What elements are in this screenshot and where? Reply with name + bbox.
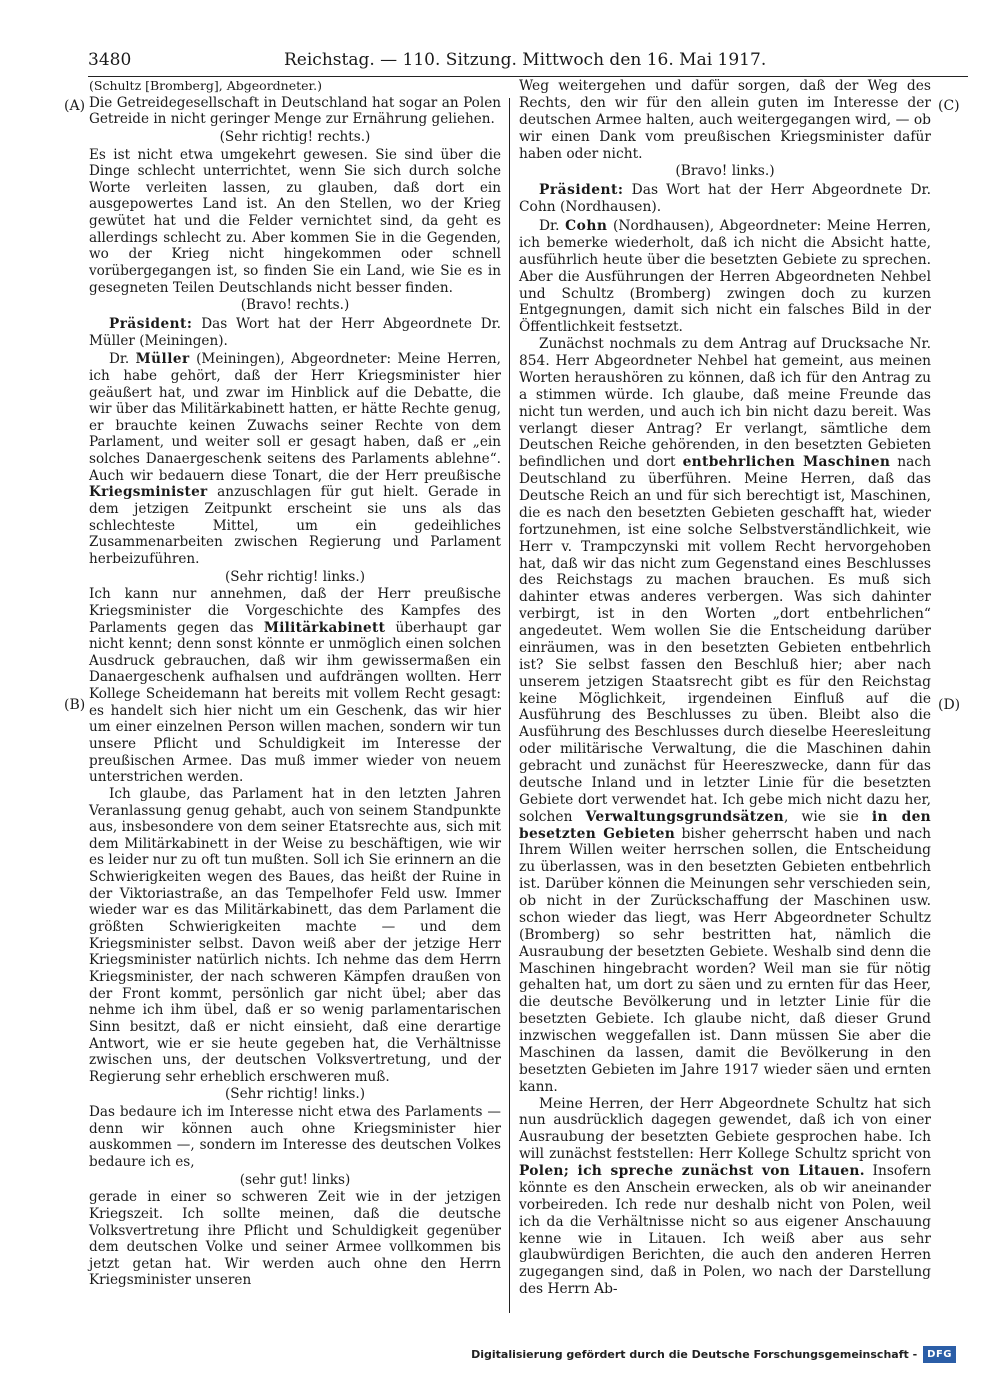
speaker-continuation: (Schultz [Bromberg], Abgeordneter.): [89, 78, 322, 93]
speech-text: Ich kann nur annehmen, daß der Herr preußische Kriegsminister die Vorgeschichte des Kampfes des Parlaments gegen das: [89, 586, 501, 636]
footer-credit: Digitalisierung gefördert durch die Deutsche Forschungsgemeinschaft -: [471, 1347, 918, 1361]
interjection: (Bravo! rechts.): [240, 297, 350, 314]
speaker-title: Dr.: [539, 218, 560, 234]
emphasis: Polen; ich spreche zunächst von Litauen.: [519, 1163, 865, 1179]
interjection: (Bravo! links.): [675, 163, 775, 180]
speaker-name: Präsident:: [109, 315, 193, 332]
speaker-name: Müller: [135, 351, 190, 368]
running-head: Reichstag. — 110. Sitzung. Mittwoch den 16. Mai 1917.: [284, 50, 767, 70]
paragraph: Es ist nicht etwa umgekehrt gewesen. Sie sind über die Dinge schlecht unterrichtet, wenn Sie sich durch solche Worte verleiten lassen, zu glauben, daß dort ein ausgepowertes Land ist. An den Stellen, wo der Krieg gewütet hat und die Felder vernichtet sind, da geht es allerdings schlecht zu. Aber kommen Sie in die Gegenden, wo der Krieg nicht hingekommen oder schnell vorübergegangen ist, so finden Sie ein Land, wie Sie es in gesegneten Teilen Deutschlands nicht besser finden.: [89, 146, 501, 296]
column-divider: [509, 98, 510, 1313]
speaker-paragraph: [519, 218, 931, 336]
interjection: (sehr gut! links): [239, 1171, 351, 1188]
paragraph: gerade in einer so schweren Zeit wie in der jetzigen Kriegszeit. Ich sollte meinen, daß die deutsche Volksvertretung ihre Pflicht und Schuldigkeit gegenüber dem deutschen Volke und seiner Armee vollkommen bis jetzt getan hat. Wir werden auch ohne den Herrn Kriegsminister unseren: [89, 1189, 501, 1289]
page-number: 3480: [88, 50, 132, 70]
paragraph: [519, 1096, 931, 1299]
speech-text: Meine Herren, der Herr Abgeordnete Schultz hat sich nun ausdrücklich dagegen gewendet, daß ich von einer Ausraubung der besetzten Gebiete gesprochen habe. Ich will zunächst feststellen: Herr Kollege Schultz spricht von: [519, 1095, 931, 1163]
interjection: (Sehr richtig! links.): [224, 568, 366, 585]
margin-mark-a: (A): [64, 98, 86, 114]
page-header: [88, 46, 968, 77]
emphasis: in den besetzten Gebieten: [519, 808, 932, 842]
margin-mark-d: (D): [938, 697, 961, 713]
margin-mark-c: (C): [938, 98, 960, 114]
speaker-paragraph: [519, 182, 931, 216]
speaker-title: Dr.: [109, 351, 130, 368]
speech-text: Insofern könnte es den Anschein erwecken, als ob wir aneinander vorbeireden. Ich rede nur deshalb nicht von Polen, weil ich da die Verhältnisse nicht so aus eigener Anschauung kenne wie in Litauen. Ich weiß aber aus sehr glaubwürdigen Berichten, die auch den anderen Herren zugegangen sind, daß in Polen, wo nach der Darstellung des Herrn Ab-: [519, 1163, 931, 1298]
emphasis: entbehrlichen Maschinen: [682, 454, 891, 471]
dfg-logo: DFG: [923, 1346, 956, 1363]
right-column: [519, 78, 931, 1298]
interjection: (Sehr richtig! links.): [224, 1086, 366, 1103]
paragraph: Das bedaure ich im Interesse nicht etwa des Parlaments — denn wir können auch ohne Kriegsminister hier auskommen —, sondern im Interesse des deutschen Volkes bedaure ich es,: [89, 1104, 501, 1170]
speech-text: anzuschlagen für gut hielt. Gerade in dem jetzigen Zeitpunkt erscheint sie uns als das schlechteste Mittel, um ein gedeihliches Zusammenarbeiten zwischen Regierung und Parlament herbeizuführen.: [89, 484, 501, 567]
emphasis: Verwaltungsgrundsätzen: [585, 808, 784, 825]
speaker-paragraph: [89, 316, 501, 349]
speech-text: nach Deutschland zu überführen. Meine Herren, daß das Deutsche Reich an und für sich berechtigt ist, Maschinen, die es nach den besetzten Gebieten geschafft hat, wieder fortzunehmen, ist eine solche Selbstverständlichkeit, wie Herr v. Trampczynski mit vollem Recht hervorgehoben hat, daß wir das nicht zum Gegenstand eines Beschlusses des Reichstags zu machen brauchen. Es muß sich dahinter etwas anderes verbergen. Was sich dahinter verbirgt, ist in den Worten „dort entbehrlichen“ angedeutet. Wem wollen Sie die Entscheidung darüber einräumen, was in den besetzten Gebieten entbehrlich ist? Sie selbst fassen den Beschluß hier; aber nach unserem jetzigen Staatsrecht gibt es für den Reichstag keine Möglichkeit, irgendeinen Einfluß auf die Ausführung des Beschlusses zu üben. Bleibt also die Ausführung des Beschlusses durch dieselbe Heeresleitung oder militärische Verwaltung, die die Maschinen dahin gebracht und zunächst für Heereszwecke, dann für das deutsche Inland und in letzter Linie für die besetzten Gebiete dort verwendet hat. Ich gebe mich nicht dazu her, solchen: [519, 454, 931, 825]
paragraph: Weg weitergehen und dafür sorgen, daß der Weg des Rechts, den wir für den allein guten im Interesse der deutschen Armee halten, auch weitergegangen wird, — ob wir einen Dank vom preußischen Kriegsminister dafür haben oder nicht.: [519, 78, 931, 162]
paragraph: [89, 586, 501, 786]
speech-text: Das Wort hat der Herr Abgeordnete Dr. Cohn (Nordhausen).: [519, 182, 931, 216]
speech-text: (Meiningen), Abgeordneter: Meine Herren, ich habe gehört, daß der Herr Kriegsminister hier geäußert hat, und zwar im Hinblick auf die Debatte, die wir über das Militärkabinett hatten, er hätte Rechte genug, er brauchte keinen Zuwachs seiner Rechte von dem Parlament, und weiter soll er gesagt haben, daß er „ein solches Danaergeschenk seitens des Parlaments ablehne“. Auch wir bedauern diese Tonart, die der Herr preußische: [89, 351, 501, 484]
digitization-footer: [471, 1342, 956, 1366]
speech-text: (Nordhausen), Abgeordneter: Meine Herren, ich bemerke wiederholt, daß ich nicht die Absicht hatte, ausführlich heute über die besetzten Gebiete zu sprechen. Aber die Ausführungen der Herren Abgeordneten Nehbel und Schultz (Bromberg) zwingen doch zu kurzen Entgegnungen, damit sich nicht ein falsches Bild in der Öffentlichkeit festsetzt.: [519, 218, 931, 336]
speaker-name: Cohn: [565, 218, 608, 234]
paragraph: [519, 336, 931, 1095]
interjection: (Sehr richtig! rechts.): [219, 128, 371, 145]
margin-mark-b: (B): [64, 697, 86, 713]
speech-text: überhaupt gar nicht kennt; denn sonst könnte er unmöglich einen solchen Ausdruck gebrauchen, daß wir ihm gewissermaßen ein Danaergeschenk aufhalsen und aufdrängen wollten. Herr Kollege Scheidemann hat bereits mit vollem Recht gesagt: es handelt sich hier nicht um ein Geschenk, das wir hier um einer einzelnen Person willen machen, sondern wir tun unsere Pflicht und Schuldigkeit im Interesse der preußischen Armee. Das muß immer wieder von neuem unterstrichen werden.: [89, 619, 501, 786]
speech-text: bisher geherrscht haben und nach Ihrem Willen weiter herrschen sollen, die Entscheidung zu überlassen, was in den besetzten Gebieten entbehrlich ist. Darüber können die Meinungen sehr verschieden sein, ob nicht in der Zurückschaffung der Maschinen usw. schon wieder das liegt, was Herr Abgeordneter Schultz (Bromberg) so sehr bestritten hat, nämlich die Ausraubung der besetzten Gebiete. Weshalb sind denn die Maschinen hingebracht worden? Weil man sie für nötig gehalten hat, um dort zu säen und zu ernten für das Heer, die deutsche Bevölkerung und in letzter Linie für die besetzten Gebiete. Ich glaube nicht, daß dieser Grund inzwischen weggefallen ist. Dann müssen Sie aber die Maschinen da lassen, damit die Bevölkerung in den besetzten Gebieten im Jahre 1917 wieder säen und ernten kann.: [519, 825, 932, 1095]
speaker-name: Präsident:: [539, 182, 624, 199]
speech-text: Das Wort hat der Herr Abgeordnete Dr. Müller (Meiningen).: [89, 315, 501, 349]
paragraph: Die Getreidegesellschaft in Deutschland hat sogar an Polen Getreide in nicht geringer Menge zur Ernährung geliehen.: [89, 94, 501, 128]
left-column: [89, 78, 501, 1289]
paragraph: Ich glaube, das Parlament hat in den letzten Jahren Veranlassung genug gehabt, auch von seinem Standpunkte aus, insbesondere von dem seiner Etatsrechte aus, sich mit dem Militärkabinett in der Weise zu beschäftigen, wie wir es leider nur zu oft tun mußten. Soll ich Sie erinnern an die Schwierigkeiten wegen des Baues, das heißt der Ruine in der Viktoriastraße, an das Tempelhofer Feld usw. Immer wieder war es das Militärkabinett, das dem Parlament die größten Schwierigkeiten machte — und dem Kriegsminister selbst. Davon weiß aber der jetzige Herr Kriegsminister natürlich nichts. Ich nehme das dem Herrn Kriegsminister, der nach schweren Kämpfen draußen von der Front kommt, persönlich gar nicht übel; aber das nehme ich ihm übel, daß er so wenig parlamentarischen Sinn besitzt, daß er nicht einsieht, daß eine derartige Antwort, wie er sie heute gegeben hat, die Verhältnisse zwischen uns, der deutschen Volksvertretung, und der Regierung sehr erheblich erschweren muß.: [89, 785, 502, 1085]
speaker-paragraph: [89, 351, 501, 567]
speech-text: , wie sie: [783, 808, 859, 825]
emphasis: Militärkabinett: [263, 619, 386, 636]
speech-text: Zunächst nochmals zu dem Antrag auf Drucksache Nr. 854. Herr Abgeordneter Nehbel hat gemeint, aus meinen Worten heraushören zu können, daß ich für den Antrag zu a stimmen würde. Ich glaube, daß meine Freunde das nicht tun werden, und auch ich bin nicht dazu bereit. Was verlangt dieser Antrag? Er verlangt, sämtliche dem Deutschen Reiche gehörenden, in den besetzten Gebieten befindlichen und dort: [519, 336, 931, 471]
emphasis: Kriegsminister: [89, 484, 208, 501]
